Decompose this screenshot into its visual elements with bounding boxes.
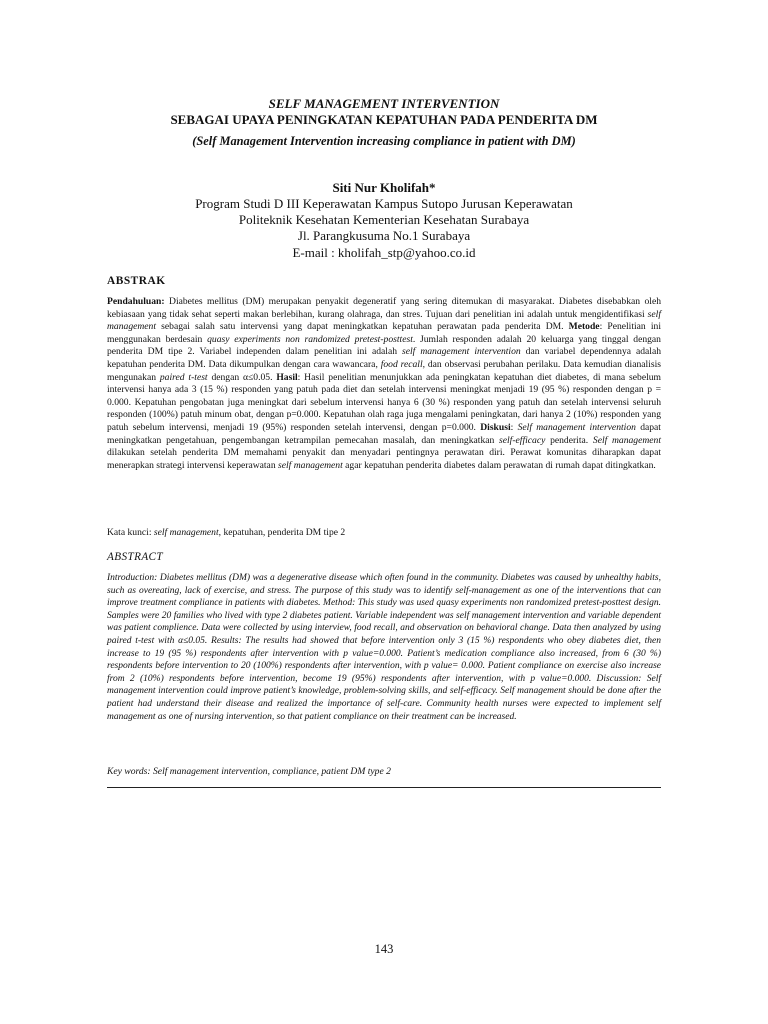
abstrak-heading: ABSTRAK [107, 275, 166, 287]
abstrak-text: dan variabel dependennya adalah kepatuhan penderita DM. Data dikumpulkan dengan cara wawancara, [107, 346, 662, 370]
kata-kunci-rest: kepatuhan, penderita DM tipe 2 [221, 527, 346, 538]
abstrak-italic: food recall, [380, 358, 426, 370]
kata-kunci-italic: self management, [153, 527, 222, 538]
kata-kunci-label: Kata kunci: [107, 527, 154, 538]
title-line-2: SEBAGAI UPAYA PENINGKATAN KEPATUHAN PADA PENDERITA DM [170, 112, 598, 127]
abstrak-italic: Self management intervention [517, 421, 636, 433]
abstrak-text: : [510, 421, 518, 433]
abstract-keywords: Key words: Self management intervention, compliance, patient DM type 2 [107, 766, 391, 777]
abstrak-text: Diabetes mellitus (DM) merupakan penyakit degeneratif yang sering ditemukan di masyarakat. Diabetes disebabkan oleh kebiasaan yang tidak sehat seperti makan berlebihan, kurang olahraga, dan stres. Tujuan dari penelitian ini adalah untuk mengidentifikasi [107, 296, 661, 320]
author-name: Siti Nur Kholifah* [332, 180, 436, 195]
abstract-body: Introduction: Diabetes mellitus (DM) was a degenerative disease which often found in the community. Diabetes was caused by unhealthy habits, such as overeating, lack of exercise, and stress. The purpose of this study was to identify self-management as one of the interventions that can improve treatment compliance in patients with diabetes. Method: This study was used quasy experiments non randomized pretest-posttest design. Samples were 20 families who lived with type 2 diabetes patient. Variable independent was self management intervention and variable dependent was patient complience. Data were collected by using interview, food recall, and observation on behavioral change. Data then analyzed by using paired t-test with α≤0.05. Results: The results had showed that before intervention only 3 (15 %) respondents who obey diabetes diet, then increase to 19 (95 %) respondents after intervention with p value=0.000. Patient’s medication compliance also increased, from 6 (30 %) respondents before intervention to 20 (100%) respondents after intervention, with p value= 0.000. Patient compliance on exercise also increase from 2 (10%) respondents before intervention, become 19 (95%) respondents after intervention, with p value=0.000. Discussion: Self management intervention could improve patient’s knowledge, problem-solving skills, and self-efficacy. Self management should be done after the patient had understand their disease and realized the importance of self-care. Community health nurses were expected to implement self management as one of nursing intervention, so that patient compliance on their treatment can be increased. [107, 573, 661, 722]
affiliation-line: Program Studi D III Keperawatan Kampus Sutopo Jurusan Keperawatan [195, 196, 573, 211]
label-hasil: Hasil [276, 371, 298, 383]
abstrak-text: . Jumlah responden adalah 20 keluarga yang tinggal dengan penderita DM tipe 2. Variabel independen dalam penelitian ini adalah [107, 333, 661, 358]
abstrak-text: sebagai salah satu intervensi yang dapat meningkatkan kepatuhan perawatan pada penderita DM. [156, 321, 569, 333]
abstrak-italic: Self management [592, 434, 662, 446]
affiliation-line: Jl. Parangkusuma No.1 Surabaya [297, 228, 471, 244]
kata-kunci [107, 527, 345, 538]
abstrak-text: : Penelitian ini menggunakan berdesain [107, 321, 661, 345]
affiliation-line: Politeknik Kesehatan Kementerian Kesehatan Surabaya [238, 212, 530, 228]
author-affiliation [0, 196, 768, 261]
abstrak-body [107, 296, 661, 472]
author-email: E-mail : kholifah_stp@yahoo.co.id [292, 244, 476, 260]
abstrak-italic: paired t-test [159, 371, 208, 383]
abstrak-text: dilakukan setelah penderita DM memahami penyakit dan menyadari pentingnya perawatan diri. Perawat komunitas diharapkan dapat menerapkan strategi intervensi keperawatan [107, 447, 661, 471]
title-line-1: SELF MANAGEMENT INTERVENTION [268, 96, 500, 111]
abstrak-italic: self management intervention [402, 346, 521, 358]
abstrak-text: dapat meningkatkan pengetahuan, pengembangan ketrampilan pemecahan masalah, dan meningkatkan [107, 421, 661, 446]
abstrak-italic: self-efficacy [499, 434, 546, 446]
abstrak-italic: self management [278, 459, 343, 471]
label-metode: Metode [568, 321, 600, 333]
label-pendahuluan: Pendahuluan: [107, 296, 165, 307]
abstrak-italic: self management [107, 308, 661, 333]
abstrak-text: penderita. [545, 434, 593, 446]
label-diskusi: Diskusi [480, 421, 511, 433]
abstrak-text: agar kepatuhan penderita diabetes dalam perawatan di rumah dapat ditingkatkan. [342, 459, 656, 471]
title-english: (Self Management Intervention increasing compliance in patient with DM) [192, 134, 576, 148]
abstrak-text: : Hasil penelitian menunjukkan ada peningkatan kepatuhan diet diabetes, di mana sebelum intervensi hanya ada 3 (15 %) responden yang patuh pada diet dan setelah intervensi meningkat menjadi 19 (95 %) responden dengan p = 0.000. Kepatuhan pengobatan juga meningkat dari sebelum intervensi hanya 6 (30 %) responden yang patuh dan setelah intervensi seluruh responden (100%) patuh minum obat, dengan p=0.000. Kepatuhan olah raga juga mengalami peningkatan, dari hanya 2 (10%) responden yang patuh sebelum intervensi, menjadi 19 (95%) responden setelah intervensi, dengan p=0.000. [107, 371, 662, 433]
abstract-heading: ABSTRACT [107, 551, 164, 563]
divider-rule [107, 787, 661, 788]
abstrak-text: dan observasi perubahan perilaku. Data kemudian dianalisis mengunakan [107, 358, 662, 383]
page-number: 143 [374, 942, 394, 956]
abstrak-text: dengan α≤0.05. [207, 371, 277, 383]
abstrak-italic: quasy experiments non randomized pretest-posttest [207, 333, 413, 345]
